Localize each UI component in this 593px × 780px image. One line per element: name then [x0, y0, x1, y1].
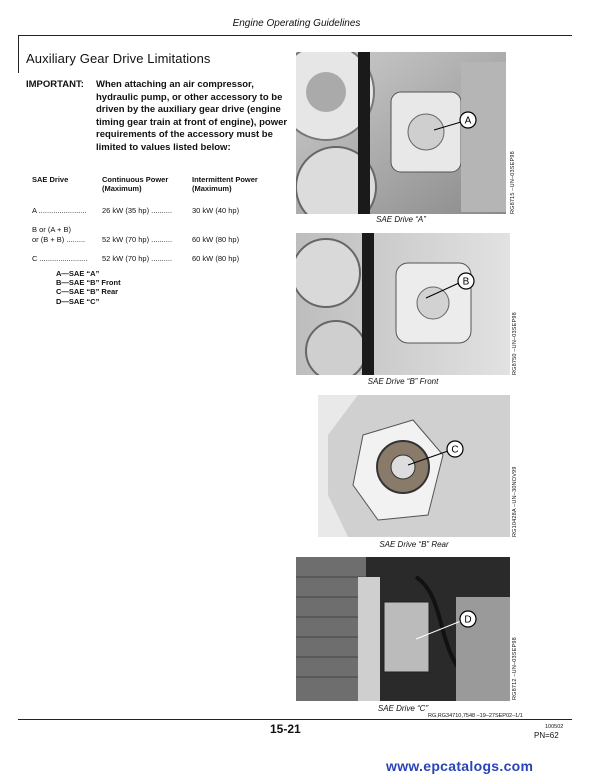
footer-rule [18, 719, 572, 720]
photo-sae-drive-b-front [296, 233, 510, 375]
important-text: When attaching an air compressor, hydraulic pump, or other accessory to be driven by the auxiliary gear drive (engine timing gear train at front of engine), power requirements of the accessory must be limited to values listed below: [96, 79, 288, 153]
table-header-continuous-line2: (Maximum) [102, 184, 142, 193]
header-rule [18, 35, 572, 36]
figure-side-id: RG8715 –UN–03SEP98 [510, 151, 516, 214]
important-label: IMPORTANT: [26, 79, 84, 90]
table-row [32, 225, 272, 245]
table-header-continuous [102, 175, 168, 193]
watermark-link[interactable]: www.epcatalogs.com [386, 758, 534, 774]
legend-item: B—SAE “B” Front [56, 278, 121, 288]
table-header-intermittent-line2: (Maximum) [192, 184, 232, 193]
figure-caption: SAE Drive “C” [377, 704, 429, 713]
legend-item: D—SAE “C” [56, 296, 100, 306]
legend-item: C—SAE “B” Rear [56, 287, 119, 297]
legend-item: A—SAE “A” [56, 269, 100, 278]
table-cell-continuous: 52 kW (70 hp) .......... [102, 235, 173, 244]
figure-caption: SAE Drive “B” Rear [379, 540, 449, 549]
section-title: Auxiliary Gear Drive Limitations [26, 51, 211, 66]
figure-caption: SAE Drive “A” [376, 215, 426, 224]
page-number: 15-21 [270, 722, 301, 736]
table-cell-drive: or (B + B) ......... [32, 235, 86, 244]
photo-sae-drive-b-rear [318, 395, 510, 537]
figure-side-id: RG8750 –UN–03SEP98 [512, 312, 518, 375]
table-header-intermittent [192, 175, 258, 193]
table-cell-continuous: 26 kW (35 hp) .......... [102, 206, 173, 215]
callout-a-label: A [464, 115, 472, 127]
callout-c-label: C [451, 444, 459, 456]
footer-ref: RG,RG34710,7548 –19–27SEP02–1/1 [428, 713, 523, 719]
table-cell-drive: C ....................... [32, 254, 88, 263]
table-cell-intermittent: 60 kW (80 hp) [192, 254, 240, 263]
callout-b-label: B [462, 276, 470, 288]
table-header-drive: SAE Drive [32, 175, 69, 184]
table-cell-drive-line1: B or (A + B) [32, 225, 71, 234]
callout-d-label: D [464, 614, 472, 626]
figure-side-id: RG10428A –UN–30NOV99 [512, 466, 518, 537]
photo-sae-drive-a [296, 52, 506, 214]
table-cell-intermittent: 30 kW (40 hp) [192, 206, 240, 215]
figure-legend [56, 269, 121, 306]
photo-sae-drive-c [296, 557, 510, 701]
table-header-intermittent-line1: Intermittent Power [192, 175, 258, 184]
running-header: Engine Operating Guidelines [232, 18, 361, 29]
table-cell-continuous: 52 kW (70 hp) .......... [102, 254, 173, 263]
table-cell-drive: A ....................... [32, 206, 87, 215]
footer-code: 100502 [545, 724, 564, 730]
left-margin-rule [18, 35, 19, 73]
figure-side-id: RG8712 –UN–03SEP98 [512, 637, 518, 700]
pn-number: PN=62 [534, 731, 559, 740]
figure-caption: SAE Drive “B” Front [367, 377, 439, 386]
table-header-continuous-line1: Continuous Power [102, 175, 169, 184]
table-cell-intermittent: 60 kW (80 hp) [192, 235, 240, 244]
